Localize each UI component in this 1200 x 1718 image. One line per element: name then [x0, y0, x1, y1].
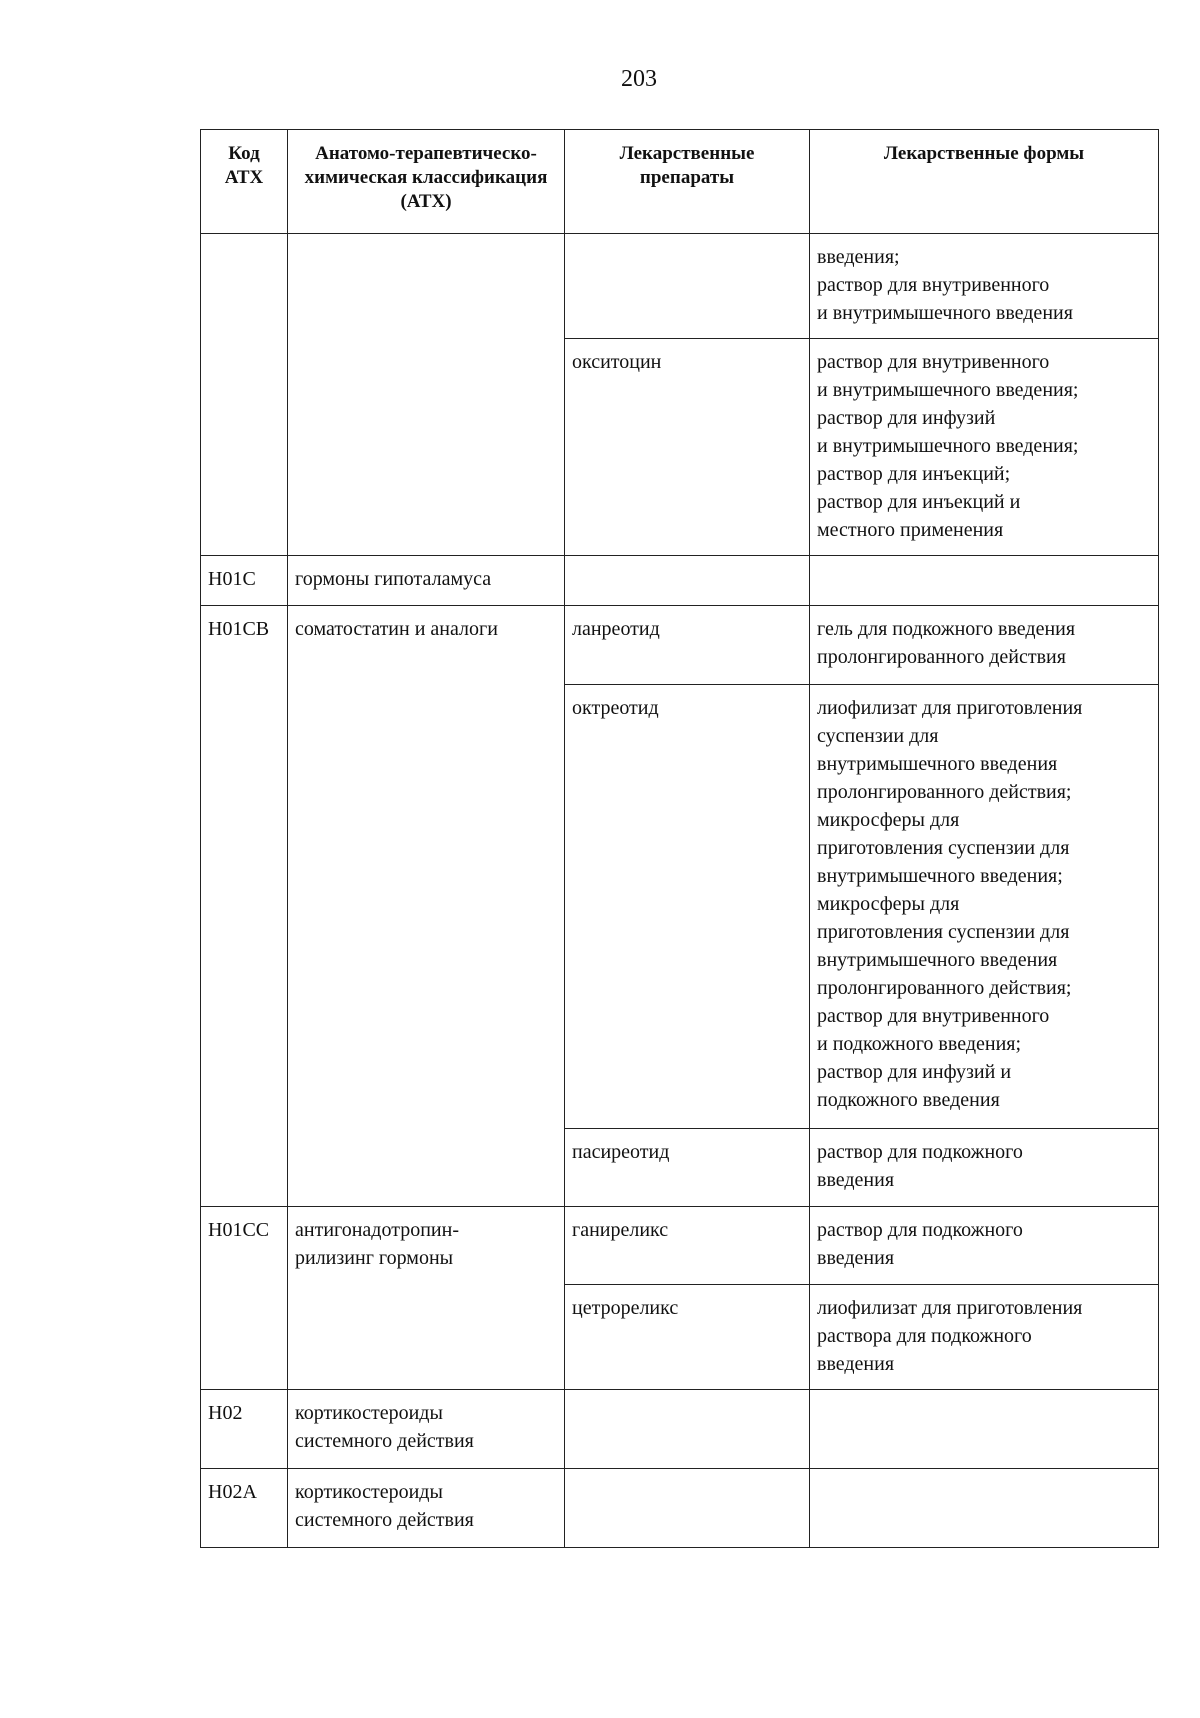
- drug-name-cell: ганиреликс: [565, 1207, 810, 1285]
- atc-classification-cell: [288, 234, 565, 339]
- drug-name-cell: [565, 234, 810, 339]
- table-row: [201, 1390, 1159, 1469]
- table-row: [201, 1129, 1159, 1207]
- table-body: [201, 234, 1159, 1548]
- table-header-row: [201, 130, 1159, 234]
- atc-code-cell: H01CB: [201, 606, 288, 685]
- atc-classification-cell: [288, 1285, 565, 1390]
- atc-code-cell: [201, 1129, 288, 1207]
- atc-classification-cell: антигонадотропин- рилизинг гормоны: [288, 1207, 565, 1285]
- atc-classification-cell: [288, 339, 565, 556]
- header-atc-classification: Анатомо-терапевтическо-химическая классификация (АТХ): [288, 130, 565, 234]
- atc-code-cell: H02A: [201, 1469, 288, 1548]
- atc-code-cell: H01C: [201, 556, 288, 606]
- header-drugs: Лекарственные препараты: [565, 130, 810, 234]
- atc-classification-cell: [288, 1129, 565, 1207]
- drug-name-cell: ланреотид: [565, 606, 810, 685]
- atc-classification-cell: кортикостероиды системного действия: [288, 1469, 565, 1548]
- dosage-forms-cell: [810, 1469, 1159, 1548]
- dosage-forms-cell: [810, 556, 1159, 606]
- table-row: [201, 234, 1159, 339]
- page-number: 203: [621, 66, 657, 92]
- table-row: [201, 1285, 1159, 1390]
- dosage-forms-cell: раствор для подкожного введения: [810, 1129, 1159, 1207]
- table-row: [201, 1207, 1159, 1285]
- atc-code-cell: [201, 234, 288, 339]
- header-atc-code: Код АТХ: [201, 130, 288, 234]
- dosage-forms-cell: [810, 1390, 1159, 1469]
- atc-code-cell: H02: [201, 1390, 288, 1469]
- atc-code-cell: [201, 339, 288, 556]
- table-row: [201, 556, 1159, 606]
- atc-code-cell: [201, 685, 288, 1129]
- drug-name-cell: окситоцин: [565, 339, 810, 556]
- drug-name-cell: [565, 1390, 810, 1469]
- drug-name-cell: [565, 1469, 810, 1548]
- dosage-forms-cell: введения; раствор для внутривенного и внутримышечного введения: [810, 234, 1159, 339]
- atc-code-cell: H01CC: [201, 1207, 288, 1285]
- dosage-forms-cell: раствор для подкожного введения: [810, 1207, 1159, 1285]
- atc-classification-cell: кортикостероиды системного действия: [288, 1390, 565, 1469]
- dosage-forms-cell: гель для подкожного введения пролонгированного действия: [810, 606, 1159, 685]
- drug-name-cell: октреотид: [565, 685, 810, 1129]
- dosage-forms-cell: раствор для внутривенного и внутримышечного введения; раствор для инфузий и внутримышечного введения; раствор для инъекций; раствор для инъекций и местного применения: [810, 339, 1159, 556]
- drug-name-cell: [565, 556, 810, 606]
- dosage-forms-cell: лиофилизат для приготовления раствора для подкожного введения: [810, 1285, 1159, 1390]
- atc-classification-cell: гормоны гипоталамуса: [288, 556, 565, 606]
- table-row: [201, 606, 1159, 685]
- table-row: [201, 685, 1159, 1129]
- drug-name-cell: цетрореликс: [565, 1285, 810, 1390]
- dosage-forms-cell: лиофилизат для приготовления суспензии для внутримышечного введения пролонгированного действия; микросферы для приготовления суспензии для внутримышечного введения; микросферы для приготовления суспензии для внутримышечного введения пролонгированного действия; раствор для внутривенного и подкожного введения; раствор для инфузий и подкожного введения: [810, 685, 1159, 1129]
- atc-code-cell: [201, 1285, 288, 1390]
- table-row: [201, 1469, 1159, 1548]
- atc-classification-cell: [288, 685, 565, 1129]
- drug-name-cell: пасиреотид: [565, 1129, 810, 1207]
- header-dosage-forms: Лекарственные формы: [810, 130, 1159, 234]
- atc-classification-cell: соматостатин и аналоги: [288, 606, 565, 685]
- table-row: [201, 339, 1159, 556]
- atc-drug-table: [200, 129, 1159, 1548]
